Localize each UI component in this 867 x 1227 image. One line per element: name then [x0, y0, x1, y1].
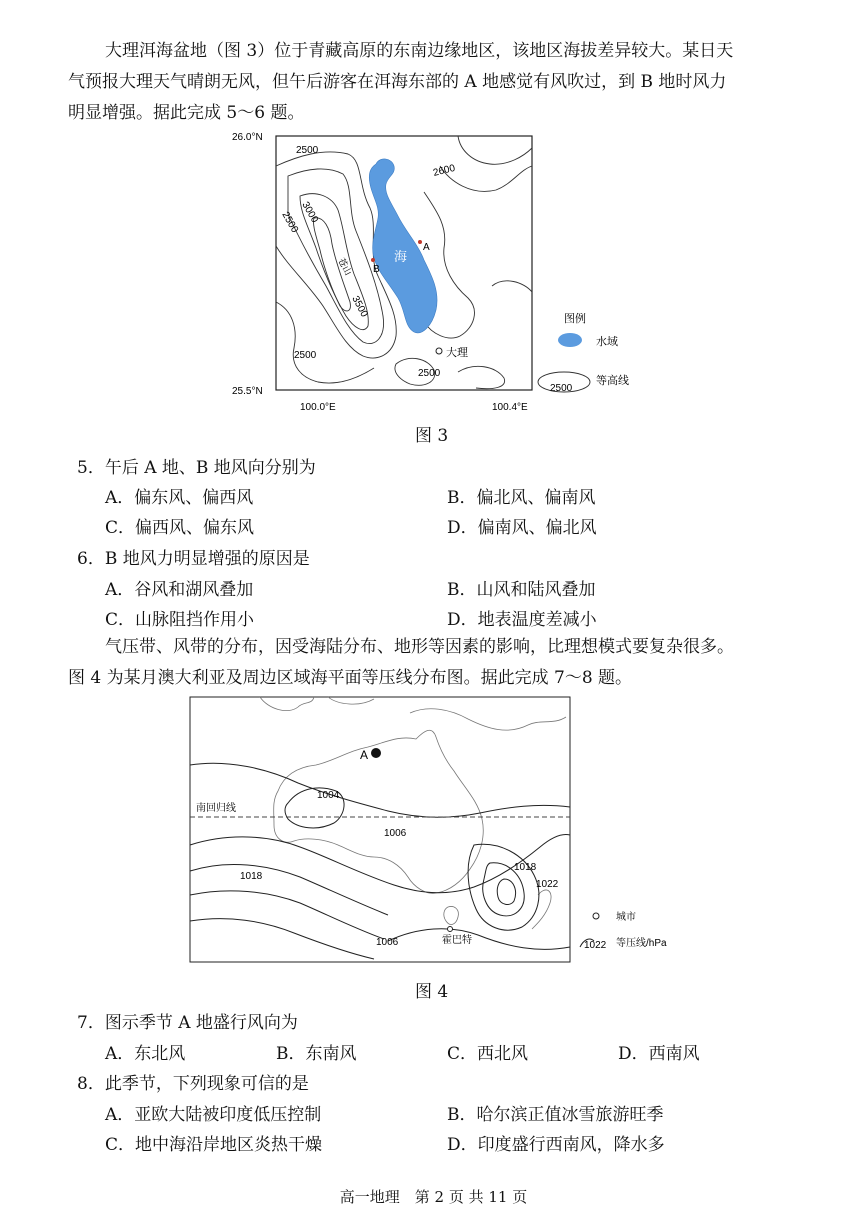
q7-option-d[interactable]: D．西南风 [618, 1044, 700, 1064]
lon-left-label: 100.0°E [300, 402, 336, 413]
legend-city-marker [593, 913, 599, 919]
point-a-marker [418, 240, 422, 244]
figure4-caption: 图 4 [415, 982, 449, 1002]
contour-label: 2500 [418, 368, 441, 379]
lat-bottom-label: 25.5°N [232, 386, 263, 397]
contour-label: 3500 [349, 294, 370, 320]
isobar-label: 1018 [514, 862, 537, 873]
q8-option-c[interactable]: C．地中海沿岸地区炎热干燥 [105, 1135, 323, 1155]
q7-option-c[interactable]: C．西北风 [447, 1044, 529, 1064]
q8-option-a[interactable]: A．亚欧大陆被印度低压控制 [105, 1105, 322, 1125]
point-a-label: A [423, 242, 430, 253]
point-b-label: B [373, 264, 380, 275]
point-b-marker [371, 258, 375, 262]
legend-water-label: 水域 [596, 336, 618, 348]
contour-label: 2500 [294, 350, 317, 361]
hobart-label: 霍巴特 [442, 935, 472, 946]
q7-option-b[interactable]: B．东南风 [276, 1044, 357, 1064]
q6-option-a[interactable]: A．谷风和湖风叠加 [105, 580, 254, 600]
q6-option-b[interactable]: B．山风和陆风叠加 [447, 580, 596, 600]
q6-option-c[interactable]: C．山脉阻挡作用小 [105, 610, 255, 630]
passage1-line1: 大理洱海盆地（图 3）位于青藏高原的东南边缘地区，该地区海拔差异较大。某日天 [105, 41, 734, 61]
legend-water-swatch [558, 333, 582, 347]
q5-stem: 5．午后 A 地、B 地风向分别为 [77, 458, 316, 478]
q8-option-b[interactable]: B．哈尔滨正值冰雪旅游旺季 [447, 1105, 664, 1125]
lat-top-label: 26.0°N [232, 132, 263, 143]
isobar-label: 1004 [317, 790, 340, 801]
legend-contour-label: 等高线 [596, 375, 629, 387]
isobar-label: 1018 [240, 871, 263, 882]
q5-option-b[interactable]: B．偏北风、偏南风 [447, 488, 596, 508]
contour-label: 2500 [296, 145, 319, 156]
q5-option-c[interactable]: C．偏西风、偏东风 [105, 518, 255, 538]
q6-stem: 6．B 地风力明显增强的原因是 [77, 549, 310, 569]
passage2-line2: 图 4 为某月澳大利亚及周边区域海平面等压线分布图。据此完成 7～8 题。 [68, 668, 633, 688]
isobar-label: 1022 [536, 879, 559, 890]
legend-isobar-label: 等压线/hPa [616, 938, 667, 949]
city-label: 大理 [446, 347, 468, 359]
q8-option-d[interactable]: D．印度盛行西南风，降水多 [447, 1135, 665, 1155]
legend-city-label: 城市 [616, 912, 636, 923]
mountain-label: 苍山 [336, 256, 354, 277]
legend-isobar-value: 1022 [584, 940, 607, 951]
figure3-map [228, 126, 648, 416]
lon-right-label: 100.4°E [492, 402, 528, 413]
q6-option-d[interactable]: D．地表温度差减小 [447, 610, 597, 630]
figure4-map [188, 695, 688, 967]
figure4-frame [190, 697, 570, 962]
point-a-label: A [360, 748, 369, 762]
lake-label: 海 [394, 249, 408, 264]
q7-stem: 7．图示季节 A 地盛行风向为 [77, 1013, 298, 1033]
q5-option-a[interactable]: A．偏东风、偏西风 [105, 488, 254, 508]
city-marker [436, 348, 442, 354]
q8-stem: 8．此季节，下列现象可信的是 [77, 1074, 309, 1094]
q5-option-d[interactable]: D．偏南风、偏北风 [447, 518, 597, 538]
tropic-label: 南回归线 [196, 803, 236, 814]
hobart-marker [448, 927, 453, 932]
isobar-label: 1006 [376, 937, 399, 948]
isobar-label: 1006 [384, 828, 407, 839]
figure3-caption: 图 3 [415, 426, 449, 446]
contour-label: 2600 [432, 162, 457, 179]
passage1-line2: 气预报大理天气晴朗无风，但午后游客在洱海东部的 A 地感觉有风吹过，到 B 地时风力 [68, 72, 727, 92]
page-footer: 高一地理 第 2 页 共 11 页 [339, 1188, 528, 1206]
passage2-line1: 气压带、风带的分布，因受海陆分布、地形等因素的影响，比理想模式要复杂很多。 [105, 637, 734, 657]
point-a-marker [371, 748, 381, 758]
contour-label: 2500 [279, 210, 301, 235]
contour-label: 3000 [299, 200, 321, 225]
legend-title: 图例 [564, 313, 586, 325]
passage1-line3: 明显增强。据此完成 5～6 题。 [68, 103, 305, 123]
legend-contour-value: 2500 [550, 383, 573, 394]
q7-option-a[interactable]: A．东北风 [105, 1044, 186, 1064]
